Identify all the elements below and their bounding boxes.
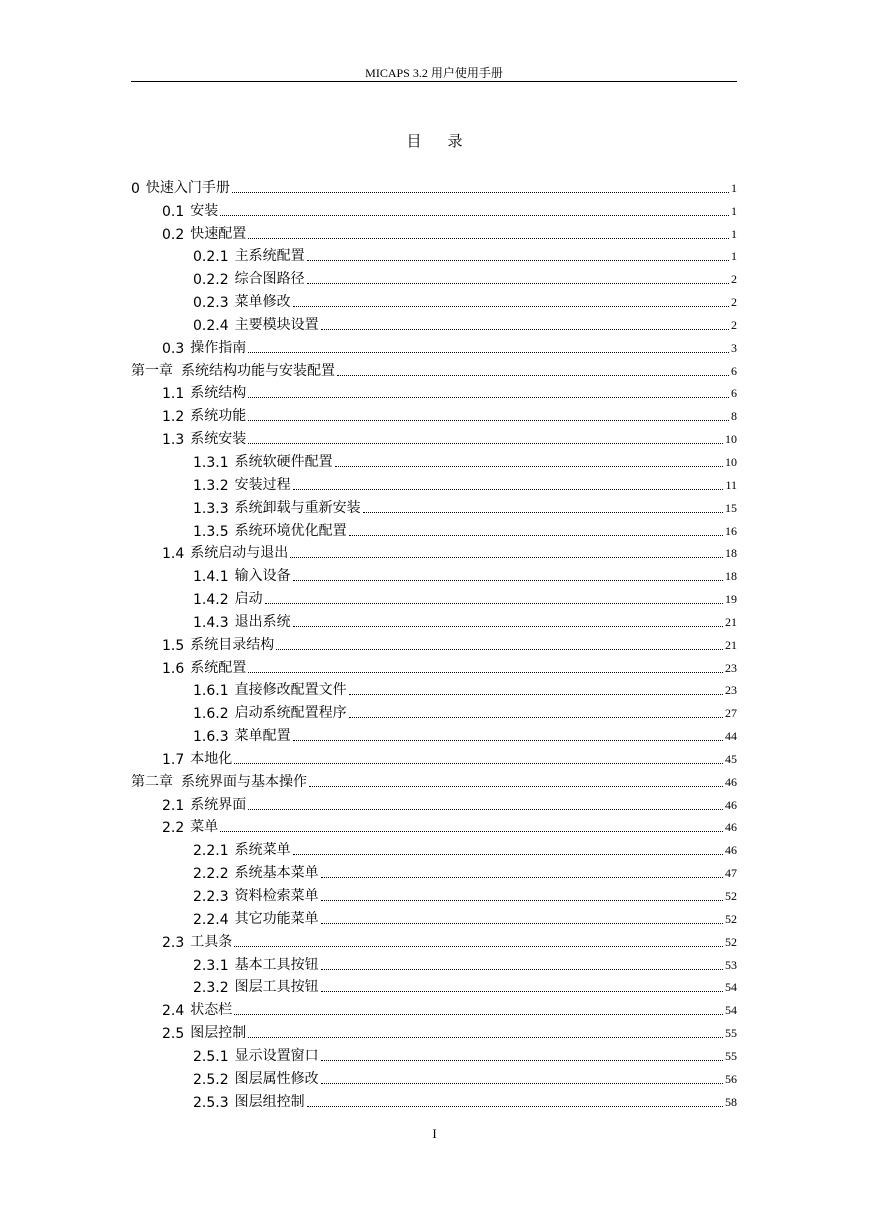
toc-entry-number: 0.1 bbox=[162, 203, 185, 220]
toc-entry-number: 1.6.1 bbox=[193, 683, 229, 700]
toc-entry-page: 8 bbox=[731, 409, 737, 424]
toc-entry-title: 图层工具按钮 bbox=[234, 979, 319, 996]
toc-entry-page: 54 bbox=[725, 980, 737, 995]
dot-leader bbox=[349, 535, 723, 536]
toc-entry-number: 1.5 bbox=[162, 637, 185, 654]
dot-leader bbox=[293, 740, 723, 741]
toc-entry[interactable] bbox=[131, 1065, 737, 1088]
toc-entry[interactable] bbox=[131, 243, 737, 266]
toc-entry-page: 21 bbox=[725, 614, 737, 629]
toc-entry-page: 19 bbox=[725, 592, 737, 607]
dot-leader bbox=[248, 420, 729, 421]
toc-entry[interactable] bbox=[131, 745, 737, 768]
toc-entry-page: 1 bbox=[731, 180, 737, 195]
toc-entry[interactable] bbox=[131, 859, 737, 882]
toc-entry-page: 21 bbox=[725, 637, 737, 652]
toc-entry-title: 系统界面与基本操作 bbox=[181, 773, 307, 790]
toc-entry-title: 退出系统 bbox=[234, 613, 291, 630]
toc-entry-number: 0.2.4 bbox=[193, 317, 229, 334]
toc-entry-page: 15 bbox=[725, 500, 737, 515]
toc-entry-title: 系统目录结构 bbox=[190, 636, 275, 653]
toc-entry-number: 2.5.3 bbox=[193, 1094, 229, 1111]
toc-entry-number: 1.3.2 bbox=[193, 477, 229, 494]
toc-entry[interactable] bbox=[131, 288, 737, 311]
page-header: MICAPS 3.2 用户使用手册 bbox=[365, 66, 503, 80]
toc-entry-page: 1 bbox=[731, 226, 737, 241]
toc-entry[interactable] bbox=[131, 974, 737, 997]
toc-entry-page: 53 bbox=[725, 957, 737, 972]
dot-leader bbox=[321, 923, 723, 924]
toc-entry-page: 56 bbox=[725, 1071, 737, 1086]
toc-entry-title: 菜单配置 bbox=[234, 728, 291, 745]
toc-entry[interactable] bbox=[131, 174, 737, 197]
toc-entry-number: 2.2.2 bbox=[193, 866, 229, 883]
toc-entry[interactable] bbox=[131, 768, 737, 791]
dot-leader bbox=[293, 626, 723, 627]
dot-leader bbox=[248, 672, 723, 673]
toc-entry-number: 1.7 bbox=[162, 751, 185, 768]
toc-entry-page: 54 bbox=[725, 1003, 737, 1018]
toc-entry-number: 1.2 bbox=[162, 409, 185, 426]
toc-entry-number: 1.6.2 bbox=[193, 706, 229, 723]
dot-leader bbox=[293, 306, 729, 307]
toc-entry-page: 2 bbox=[731, 295, 737, 310]
toc-entry[interactable] bbox=[131, 265, 737, 288]
toc-entry[interactable] bbox=[131, 791, 737, 814]
toc-entry-page: 58 bbox=[725, 1094, 737, 1109]
toc-entry-number: 第一章 bbox=[131, 362, 173, 379]
toc-entry-number: 1.3 bbox=[162, 432, 185, 449]
toc-entry-number: 2.4 bbox=[162, 1003, 185, 1020]
toc-entry-page: 6 bbox=[731, 363, 737, 378]
toc-title: 目录 bbox=[406, 132, 489, 150]
toc-entry-number: 2.2.1 bbox=[193, 843, 229, 860]
toc-entry-page: 52 bbox=[725, 934, 737, 949]
toc-entry-number: 0 bbox=[131, 180, 140, 197]
toc-entry-title: 系统安装 bbox=[190, 431, 247, 448]
toc-entry-title: 快速配置 bbox=[190, 225, 247, 242]
toc-entry-title: 系统功能 bbox=[190, 408, 247, 425]
toc-entry[interactable] bbox=[131, 540, 737, 563]
toc-entry-page: 1 bbox=[731, 203, 737, 218]
toc-entry-page: 16 bbox=[725, 523, 737, 538]
dot-leader bbox=[248, 352, 729, 353]
toc-entry-title: 主要模块设置 bbox=[234, 316, 319, 333]
dot-leader bbox=[293, 489, 724, 490]
toc-entry-number: 2.3.1 bbox=[193, 957, 229, 974]
toc-entry[interactable] bbox=[131, 654, 737, 677]
toc-entry-page: 11 bbox=[725, 477, 737, 492]
toc-entry-title: 系统启动与退出 bbox=[190, 545, 289, 562]
toc-entry-title: 系统菜单 bbox=[234, 842, 291, 859]
toc-entry-title: 菜单 bbox=[190, 819, 219, 836]
toc-entry-page: 10 bbox=[725, 432, 737, 447]
toc-entry-page: 44 bbox=[725, 729, 737, 744]
toc-entry[interactable] bbox=[131, 814, 737, 837]
dot-leader bbox=[307, 283, 729, 284]
toc-entry[interactable] bbox=[131, 448, 737, 471]
toc-entry-title: 菜单修改 bbox=[234, 294, 291, 311]
toc-entry-title: 工具条 bbox=[190, 933, 233, 950]
dot-leader bbox=[307, 260, 729, 261]
toc-entry-title: 图层控制 bbox=[190, 1025, 247, 1042]
dot-leader bbox=[337, 375, 729, 376]
dot-leader bbox=[321, 991, 723, 992]
toc-entry-page: 2 bbox=[731, 317, 737, 332]
toc-entry-page: 10 bbox=[725, 454, 737, 469]
toc-entry[interactable] bbox=[131, 334, 737, 357]
toc-entry-number: 2.3 bbox=[162, 934, 185, 951]
toc-entry[interactable] bbox=[131, 494, 737, 517]
toc-entry-page: 55 bbox=[725, 1026, 737, 1041]
toc-entry-title: 输入设备 bbox=[234, 568, 291, 585]
dot-leader bbox=[248, 809, 723, 810]
toc-entry[interactable] bbox=[131, 951, 737, 974]
toc-entry-page: 45 bbox=[725, 751, 737, 766]
toc-entry[interactable] bbox=[131, 608, 737, 631]
toc-entry-page: 23 bbox=[725, 683, 737, 698]
toc-entry-page: 46 bbox=[725, 820, 737, 835]
toc-entry[interactable] bbox=[131, 197, 737, 220]
table-of-contents bbox=[131, 174, 737, 1111]
dot-leader bbox=[234, 763, 723, 764]
dot-leader bbox=[349, 717, 723, 718]
toc-entry-page: 6 bbox=[731, 386, 737, 401]
toc-entry[interactable] bbox=[131, 882, 737, 905]
toc-entry-title: 其它功能菜单 bbox=[234, 910, 319, 927]
toc-entry-number: 2.2.4 bbox=[193, 911, 229, 928]
toc-entry[interactable] bbox=[131, 220, 737, 243]
toc-entry-title: 安装过程 bbox=[234, 476, 291, 493]
toc-entry-number: 1.6 bbox=[162, 660, 185, 677]
toc-entry-title: 操作指南 bbox=[190, 339, 247, 356]
toc-entry-page: 3 bbox=[731, 340, 737, 355]
dot-leader bbox=[248, 397, 729, 398]
toc-entry-title: 系统界面 bbox=[190, 796, 247, 813]
toc-entry[interactable] bbox=[131, 562, 737, 585]
toc-entry[interactable] bbox=[131, 699, 737, 722]
dot-leader bbox=[307, 1106, 723, 1107]
toc-entry-number: 2.2 bbox=[162, 820, 185, 837]
toc-entry-title: 快速入门手册 bbox=[145, 179, 230, 196]
toc-entry-number: 2.3.2 bbox=[193, 980, 229, 997]
toc-entry[interactable] bbox=[131, 677, 737, 700]
toc-entry-page: 47 bbox=[725, 866, 737, 881]
toc-entry-page: 1 bbox=[731, 249, 737, 264]
toc-entry-title: 显示设置窗口 bbox=[234, 1047, 319, 1064]
dot-leader bbox=[234, 946, 723, 947]
toc-entry-title: 图层组控制 bbox=[234, 1093, 305, 1110]
dot-leader bbox=[309, 786, 723, 787]
toc-entry[interactable] bbox=[131, 357, 737, 380]
dot-leader bbox=[321, 969, 723, 970]
toc-entry-number: 1.4.1 bbox=[193, 569, 229, 586]
toc-entry-number: 1.3.3 bbox=[193, 500, 229, 517]
toc-entry-title: 图层属性修改 bbox=[234, 1070, 319, 1087]
dot-leader bbox=[349, 694, 723, 695]
toc-entry-title: 系统结构功能与安装配置 bbox=[181, 362, 335, 379]
toc-entry-number: 0.2.2 bbox=[193, 272, 229, 289]
dot-leader bbox=[248, 238, 729, 239]
toc-entry[interactable] bbox=[131, 928, 737, 951]
dot-leader bbox=[321, 329, 729, 330]
toc-entry[interactable] bbox=[131, 517, 737, 540]
toc-entry[interactable] bbox=[131, 722, 737, 745]
toc-entry-number: 2.2.3 bbox=[193, 889, 229, 905]
toc-entry[interactable] bbox=[131, 311, 737, 334]
toc-entry[interactable] bbox=[131, 1019, 737, 1042]
toc-entry-page: 52 bbox=[725, 911, 737, 926]
dot-leader bbox=[276, 649, 723, 650]
dot-leader bbox=[293, 854, 723, 855]
toc-entry-page: 52 bbox=[725, 889, 737, 903]
toc-entry-page: 46 bbox=[725, 843, 737, 858]
dot-leader bbox=[321, 900, 723, 901]
toc-entry[interactable] bbox=[131, 1042, 737, 1065]
toc-entry[interactable] bbox=[131, 380, 737, 403]
toc-entry-title: 系统环境优化配置 bbox=[234, 522, 347, 539]
toc-entry[interactable] bbox=[131, 836, 737, 859]
dot-leader bbox=[265, 603, 723, 604]
toc-entry-title: 系统基本菜单 bbox=[234, 865, 319, 882]
toc-entry[interactable] bbox=[131, 471, 737, 494]
toc-entry-title: 系统卸载与重新安装 bbox=[234, 499, 361, 516]
toc-entry-number: 1.3.5 bbox=[193, 523, 229, 540]
toc-entry-page: 2 bbox=[731, 272, 737, 287]
toc-entry-number: 1.4.2 bbox=[193, 592, 229, 609]
toc-entry-title: 系统配置 bbox=[190, 659, 247, 676]
toc-entry-number: 1.4.3 bbox=[193, 614, 229, 631]
toc-entry-title: 安装 bbox=[190, 202, 219, 219]
toc-entry-title: 系统结构 bbox=[190, 385, 247, 402]
toc-entry-number: 1.4 bbox=[162, 546, 185, 563]
header-rule bbox=[131, 81, 737, 82]
toc-entry[interactable] bbox=[131, 402, 737, 425]
toc-entry-title: 资料检索菜单 bbox=[234, 888, 319, 904]
toc-entry-title: 基本工具按钮 bbox=[234, 956, 319, 973]
dot-leader bbox=[290, 557, 723, 558]
toc-entry[interactable] bbox=[131, 996, 737, 1019]
dot-leader bbox=[248, 443, 723, 444]
dot-leader bbox=[363, 512, 723, 513]
toc-entry-number: 1.6.3 bbox=[193, 729, 229, 746]
toc-entry[interactable] bbox=[131, 905, 737, 928]
toc-entry-number: 2.5.1 bbox=[193, 1048, 229, 1065]
toc-entry-page: 55 bbox=[725, 1048, 737, 1063]
dot-leader bbox=[248, 1037, 723, 1038]
toc-entry-title: 系统软硬件配置 bbox=[234, 453, 333, 470]
page-number: I bbox=[432, 1126, 437, 1141]
dot-leader bbox=[321, 1060, 723, 1061]
toc-entry-number: 0.3 bbox=[162, 340, 185, 357]
toc-entry-title: 综合图路径 bbox=[234, 271, 305, 288]
toc-entry-title: 启动 bbox=[234, 591, 263, 608]
toc-entry-number: 0.2.3 bbox=[193, 295, 229, 312]
dot-leader bbox=[220, 215, 729, 216]
toc-entry-number: 0.2 bbox=[162, 226, 185, 243]
toc-entry[interactable] bbox=[131, 425, 737, 448]
toc-entry-number: 1.1 bbox=[162, 386, 185, 403]
toc-entry-page: 18 bbox=[725, 569, 737, 584]
toc-entry-number: 第二章 bbox=[131, 773, 173, 790]
dot-leader bbox=[335, 466, 723, 467]
toc-entry-page: 46 bbox=[725, 774, 737, 789]
toc-entry-number: 2.1 bbox=[162, 797, 185, 814]
toc-entry-number: 2.5.2 bbox=[193, 1071, 229, 1088]
dot-leader bbox=[220, 831, 723, 832]
toc-entry-title: 主系统配置 bbox=[234, 248, 305, 265]
toc-entry-page: 46 bbox=[725, 797, 737, 812]
toc-entry[interactable] bbox=[131, 585, 737, 608]
dot-leader bbox=[232, 192, 729, 193]
toc-entry-title: 启动系统配置程序 bbox=[234, 705, 347, 722]
toc-entry-page: 18 bbox=[725, 546, 737, 561]
toc-entry-title: 状态栏 bbox=[190, 1002, 233, 1019]
toc-entry-page: 23 bbox=[725, 660, 737, 675]
toc-entry-title: 直接修改配置文件 bbox=[234, 682, 347, 699]
toc-entry-page: 27 bbox=[725, 706, 737, 721]
dot-leader bbox=[234, 1014, 723, 1015]
toc-entry[interactable] bbox=[131, 631, 737, 654]
toc-entry[interactable] bbox=[131, 1088, 737, 1111]
toc-entry-number: 2.5 bbox=[162, 1026, 185, 1043]
toc-entry-title: 本地化 bbox=[190, 750, 233, 767]
dot-leader bbox=[321, 877, 723, 878]
toc-entry-number: 1.3.1 bbox=[193, 454, 229, 471]
toc-entry-number: 0.2.1 bbox=[193, 249, 229, 266]
dot-leader bbox=[321, 1083, 723, 1084]
dot-leader bbox=[293, 580, 723, 581]
